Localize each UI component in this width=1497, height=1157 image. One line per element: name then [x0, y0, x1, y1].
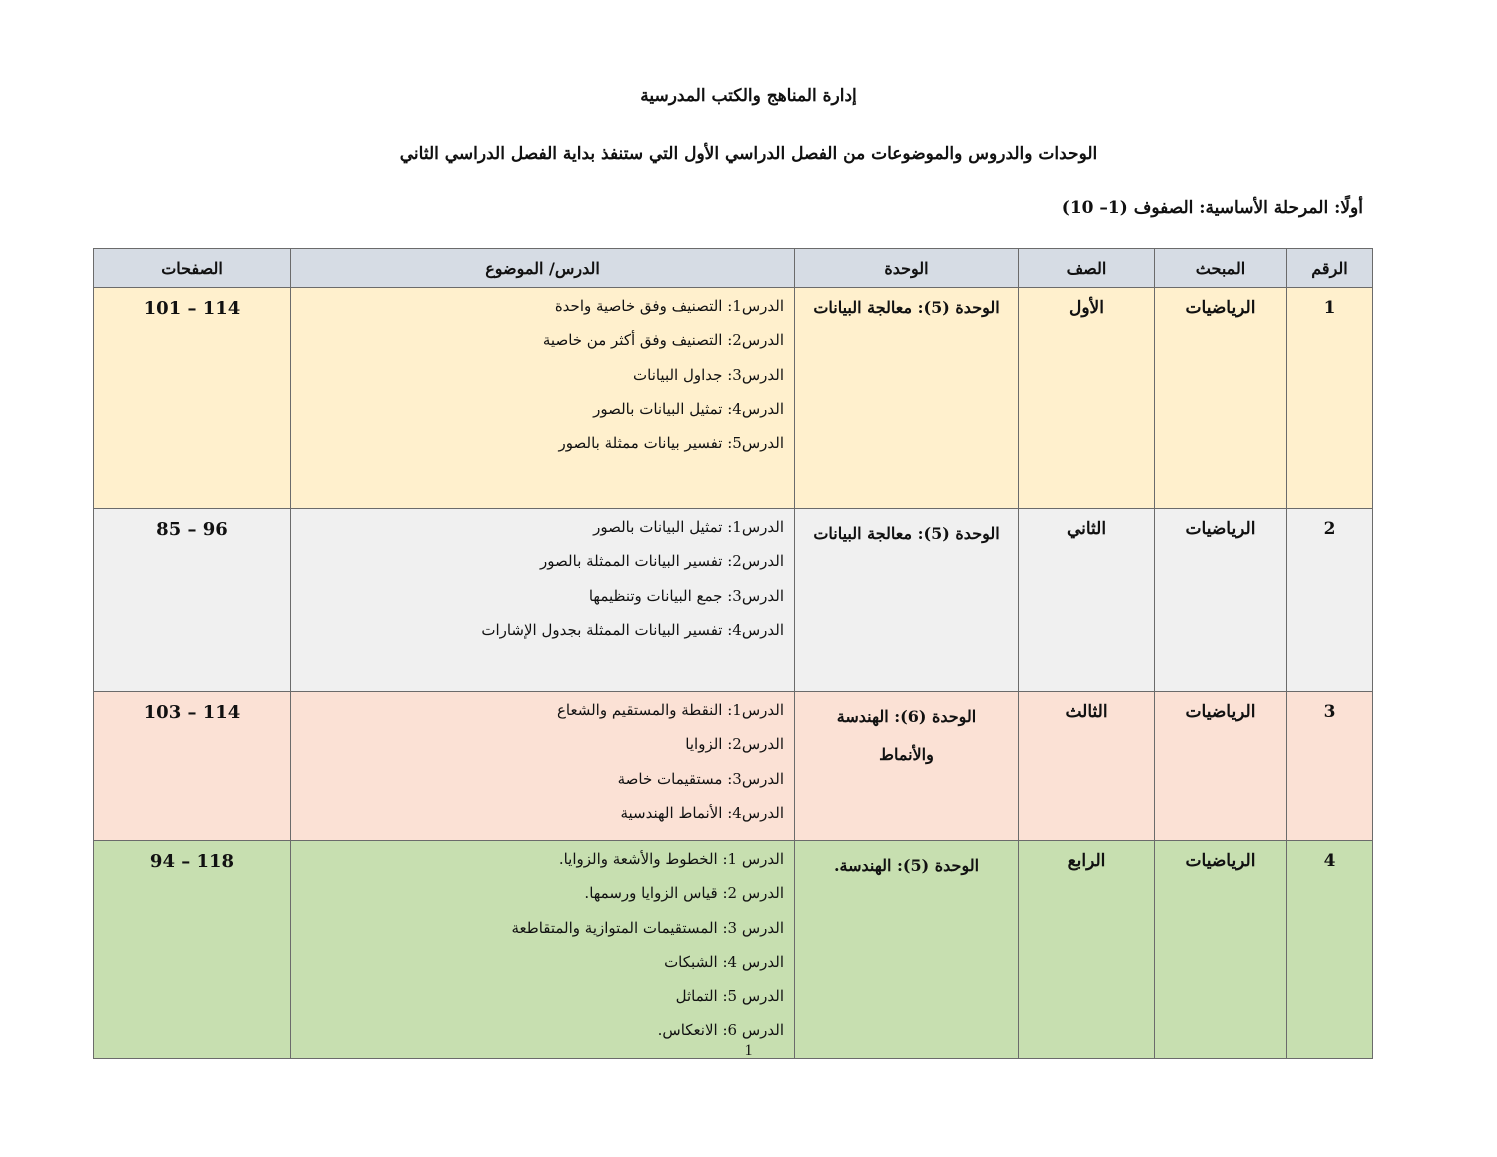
row-lessons	[291, 288, 795, 509]
lesson-item: الدرس1: تمثيل البيانات بالصور	[593, 518, 784, 536]
row-pages: 101 – 114	[94, 288, 291, 509]
lesson-item: الدرس3: مستقيمات خاصة	[617, 769, 784, 788]
lesson-item: الدرس4: الأنماط الهندسية	[620, 803, 784, 822]
lesson-item: الدرس2: الزوايا	[685, 735, 784, 754]
row-grade: الثالث	[1019, 692, 1155, 841]
lesson-item: الدرس3: جداول البيانات	[633, 365, 784, 384]
lesson-item: الدرس2: التصنيف وفق أكثر من خاصية	[542, 331, 784, 350]
lesson-item: الدرس 4: الشبكات	[664, 952, 784, 971]
page-number: 1	[744, 1042, 753, 1059]
lesson-item: الدرس 1: الخطوط والأشعة والزوايا.	[558, 850, 784, 868]
lesson-item: الدرس 3: المستقيمات المتوازية والمتقاطعة	[511, 918, 784, 937]
row-unit: الوحدة (5): معالجة البيانات	[795, 509, 1019, 692]
row-subject: الرياضيات	[1155, 288, 1287, 509]
table-row	[94, 288, 1373, 509]
table-header-row	[94, 249, 1373, 288]
header-lesson: الدرس/ الموضوع	[291, 249, 795, 288]
row-pages: 94 – 118	[94, 841, 291, 1059]
row-num: 3	[1287, 692, 1373, 841]
header-num: الرقم	[1287, 249, 1373, 288]
row-lessons	[291, 841, 795, 1059]
header-pages: الصفحات	[94, 249, 291, 288]
row-grade: الثاني	[1019, 509, 1155, 692]
row-grade: الرابع	[1019, 841, 1155, 1059]
table-row	[94, 841, 1373, 1059]
row-num: 2	[1287, 509, 1373, 692]
lesson-item: الدرس5: تفسير بيانات ممثلة بالصور	[558, 434, 784, 453]
lesson-item: الدرس4: تمثيل البيانات بالصور	[593, 399, 784, 418]
lesson-item: الدرس 2: قياس الزوايا ورسمها.	[584, 884, 784, 903]
lesson-item: الدرس 5: التماثل	[675, 987, 784, 1006]
row-subject: الرياضيات	[1155, 509, 1287, 692]
row-grade: الأول	[1019, 288, 1155, 509]
row-unit: الوحدة (5): معالجة البيانات	[795, 288, 1019, 509]
row-unit: الوحدة (6): الهندسة والأنماط	[795, 692, 1019, 841]
lesson-item: الدرس1: النقطة والمستقيم والشعاع	[556, 701, 784, 719]
row-pages: 85 – 96	[94, 509, 291, 692]
row-num: 4	[1287, 841, 1373, 1059]
document-subtitle: الوحدات والدروس والموضوعات من الفصل الدراسي الأول التي ستنفذ بداية الفصل الدراسي الثاني	[399, 144, 1098, 164]
lesson-item: الدرس 6: الانعكاس.	[657, 1021, 784, 1040]
row-unit: الوحدة (5): الهندسة.	[795, 841, 1019, 1059]
header-unit: الوحدة	[795, 249, 1019, 288]
row-subject: الرياضيات	[1155, 692, 1287, 841]
lesson-item: الدرس3: جمع البيانات وتنظيمها	[588, 586, 784, 605]
row-num: 1	[1287, 288, 1373, 509]
header-grade: الصف	[1019, 249, 1155, 288]
table-row	[94, 509, 1373, 692]
row-pages: 103 – 114	[94, 692, 291, 841]
lesson-item: الدرس2: تفسير البيانات الممثلة بالصور	[540, 552, 784, 571]
lesson-item: الدرس1: التصنيف وفق خاصية واحدة	[554, 297, 784, 315]
document-title: إدارة المناهج والكتب المدرسية	[640, 86, 857, 106]
row-lessons	[291, 509, 795, 692]
table-row	[94, 692, 1373, 841]
row-lessons	[291, 692, 795, 841]
stage-heading: أولًا: المرحلة الأساسية: الصفوف (1– 10)	[1061, 198, 1363, 218]
curriculum-table	[93, 248, 1373, 1059]
row-subject: الرياضيات	[1155, 841, 1287, 1059]
header-subject: المبحث	[1155, 249, 1287, 288]
lesson-item: الدرس4: تفسير البيانات الممثلة بجدول الإشارات	[481, 620, 784, 639]
